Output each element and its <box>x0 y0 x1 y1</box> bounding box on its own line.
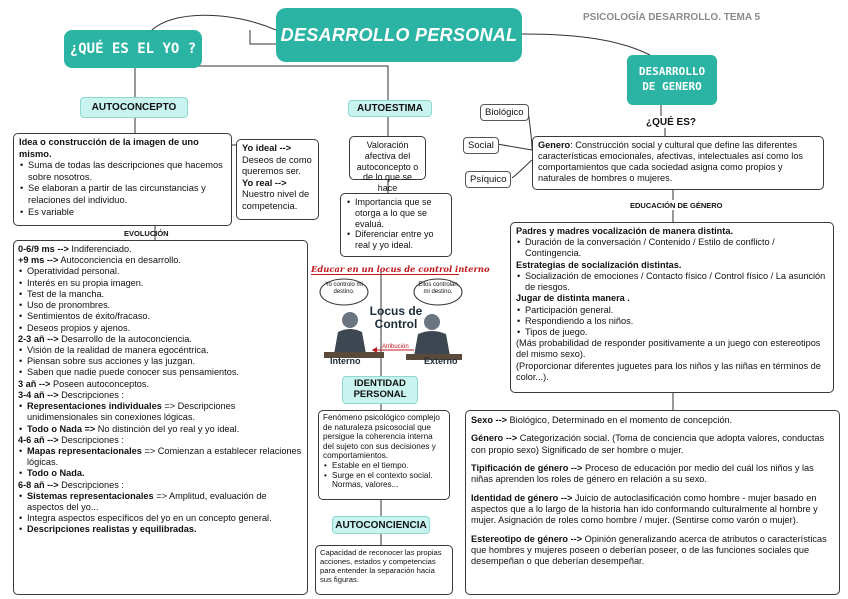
identidad-box <box>318 410 450 500</box>
autoconciencia-label-text: AUTOCONCIENCIA <box>335 519 427 531</box>
list-item <box>516 327 828 338</box>
body-text: Descripciones : <box>58 434 124 445</box>
autoestima-def-box <box>349 136 426 194</box>
strong-text: Todo o Nada. <box>27 468 85 479</box>
autoconcepto-list <box>19 160 226 218</box>
list-item <box>18 278 303 289</box>
body-text: Descripciones : <box>58 389 124 400</box>
corner-title <box>583 12 843 23</box>
strong-text: Sexo --> <box>471 415 507 425</box>
identidad-def: Fenómeno psicológico complejo de naturaleza psicosocial que persigue la coherencia interna del sujeto con sus decisiones y comportamientos. <box>323 413 440 461</box>
list-item: • Surge en el contexto social. Normas, valores... <box>323 471 445 490</box>
bullet-icon: • <box>19 322 23 333</box>
list-item <box>18 524 303 535</box>
person-left-body <box>334 329 366 354</box>
body-text: Saben que nadie puede conocer sus pensamientos. <box>27 367 239 378</box>
bullet-icon: • <box>19 288 23 299</box>
body-text: Autoconciencia en desarrollo. <box>58 255 181 266</box>
strong-text: Tipificación de género --> <box>471 462 583 473</box>
section-heading <box>516 293 828 304</box>
locus-title-line1: Locus de <box>369 304 423 318</box>
autoconcepto-label <box>80 97 188 118</box>
body-text: Operatividad personal. <box>27 266 120 277</box>
bullet-icon: • <box>19 367 23 378</box>
list-item: • Es variable <box>19 207 226 219</box>
autoconcepto-title: Idea o construcción de la imagen de uno mismo. <box>19 137 199 159</box>
bullet-icon: • <box>19 277 23 288</box>
strong-text: Jugar de distinta manera . <box>516 293 630 304</box>
list-item: • Suma de todas las descripciones que hacemos sobre nosotros. <box>19 160 226 183</box>
autoestima-list <box>346 197 446 251</box>
person-right-body <box>414 331 450 356</box>
identidad-label-text: IDENTIDAD PERSONAL <box>353 378 407 400</box>
body-text: Indiferenciado. <box>68 244 132 254</box>
locus-title <box>364 305 428 330</box>
list-item <box>18 311 303 322</box>
strong-text: Género --> <box>471 433 518 444</box>
bullet-icon: • <box>19 344 23 355</box>
section-heading <box>18 334 303 345</box>
list-item <box>516 237 828 259</box>
autoconcepto-label-text: AUTOCONCEPTO <box>91 102 177 113</box>
strong-text: Descripciones realistas y equilibradas. <box>27 524 197 535</box>
list-item <box>516 271 828 293</box>
body-text: Sentimientos de éxito/fracaso. <box>27 311 151 322</box>
body-text: Visión de la realidad de manera egocéntrica. <box>27 344 209 355</box>
list-item <box>18 289 303 300</box>
body-text: Biológico, Determinado en el momento de concepción. <box>507 415 733 425</box>
strong-text: +9 ms --> <box>18 255 59 266</box>
section-heading <box>18 480 303 491</box>
yo-ideal-box <box>236 139 319 220</box>
bullet-icon: • <box>19 311 23 322</box>
main-title-text: DESARROLLO PERSONAL <box>280 24 518 45</box>
autoestima-label <box>348 100 432 117</box>
locus-banner: Educar en un locus de control interno <box>311 264 490 274</box>
body-text: Piensan sobre sus acciones y las juzgan. <box>27 356 196 367</box>
section-heading <box>471 415 834 426</box>
body-text: Interés en su propia imagen. <box>27 277 144 288</box>
body-text: No distinción del yo real y yo ideal. <box>95 423 240 434</box>
genero-def-text: : Construcción social y cultural que define las diferentes características emocionales, afectivas, intelectuales así como los comportamientos que cada sociedad asigna como propios y naturales de hombres o mujeres. <box>538 140 804 184</box>
identidad-label <box>342 376 418 404</box>
evolucion-label: EVOLUCIÓN <box>124 229 169 238</box>
body-text: Test de la mancha. <box>27 288 105 299</box>
yo-real-label: Yo real --> <box>242 177 287 188</box>
bullet-icon: • <box>517 304 521 315</box>
locus-atribucion: Atribución <box>382 344 409 350</box>
section-heading <box>516 260 828 271</box>
list-item: • Diferenciar entre yo real y yo ideal. <box>346 229 446 251</box>
strong-text: Estrategias de socialización distintas. <box>516 259 682 270</box>
list-item <box>18 491 303 513</box>
section-heading <box>471 534 834 568</box>
strong-text: 3 añ --> <box>18 378 51 389</box>
body-text: Tipos de juego. <box>525 326 588 337</box>
list-item <box>18 446 303 468</box>
strong-text: 4-6 añ --> <box>18 434 59 445</box>
body-text: Descripciones : <box>58 479 124 490</box>
yo-title <box>64 30 202 68</box>
body-text: Deseos propios y ajenos. <box>27 322 131 333</box>
note-text <box>516 361 828 383</box>
bullet-icon: • <box>19 266 23 277</box>
list-item <box>18 401 303 423</box>
genero-title-text: DESARROLLO DE GENERO <box>638 65 706 93</box>
body-text: (Más probabilidad de responder positivamente a un juego con estereotipos del mismo sexo). <box>516 338 821 360</box>
bullet-icon: • <box>19 300 23 311</box>
identidad-list <box>323 461 445 490</box>
body-text: Duración de la conversación / Contenido / Estilo de conflicto / Contingencia. <box>525 237 775 259</box>
section-heading <box>471 463 834 486</box>
strong-text: Padres y madres vocalización de manera distinta. <box>516 226 734 236</box>
list-item <box>18 424 303 435</box>
genero-title <box>627 55 717 105</box>
yo-ideal-text: Deseos de como queremos ser. <box>242 154 312 177</box>
body-text: => Comienzan a establecer relaciones lógicas. <box>27 445 302 468</box>
strong-text: 6-8 añ --> <box>18 479 59 490</box>
list-item <box>18 266 303 277</box>
educacion-label: EDUCACIÓN DE GÉNERO <box>630 201 723 210</box>
section-heading <box>18 244 303 255</box>
list-item <box>18 300 303 311</box>
section-heading <box>18 390 303 401</box>
strong-text: Todo o Nada => <box>27 423 96 434</box>
definiciones-box <box>465 410 840 595</box>
body-text: Desarrollo de la autoconciencia. <box>58 333 192 344</box>
body-text: Opinión generalizando acerca de atributos o características que hombres y mujeres poseen o deberían poseer, o de las funciones sociales que desempeñan o que deberían desempeñar. <box>471 533 827 567</box>
bullet-icon: • <box>19 490 23 501</box>
strong-text: Estereotipo de género --> <box>471 533 583 544</box>
bullet-icon: • <box>19 401 23 412</box>
body-text: Juicio de autoclasificación como hombre - mujer basado en aspectos que a lo largo de la historia han ido conformando culturalmente al hombre y mujer. Asignación de roles como hombre / mujer. (Sentirse como varón o mujer). <box>471 492 818 526</box>
bubble-left-text: Yo controlo mi destino. <box>325 282 363 296</box>
list-item: • Importancia que se otorga a lo que se evaluá. <box>346 197 446 229</box>
main-title <box>276 8 522 62</box>
que-es-label: ¿QUÉ ES? <box>646 117 697 128</box>
locus-title-line2: Control <box>374 316 418 331</box>
list-item <box>18 323 303 334</box>
section-heading <box>471 433 834 456</box>
evolucion-box <box>13 240 308 595</box>
section-heading <box>471 493 834 527</box>
locus-externo: Externo <box>424 356 458 366</box>
list-item <box>18 345 303 356</box>
genero-def-strong: Genero <box>538 140 571 150</box>
bullet-icon: • <box>19 524 23 535</box>
autoestima-items-box <box>340 193 452 257</box>
bullet-icon: • <box>19 513 23 524</box>
yo-real-text: Nuestro nivel de competencia. <box>242 189 310 212</box>
body-text: Participación general. <box>525 304 614 315</box>
body-text: Integra aspectos específicos del yo en un concepto general. <box>27 513 272 524</box>
body-text: => Descripciones unidimensionales sin conexiones lógicas. <box>27 401 236 423</box>
body-text: Proceso de educación por medio del cuál los niños y las niñas aprenden los roles de género en relación a su sexo. <box>471 462 814 485</box>
body-text: Socialización de emociones / Contacto físico / Control físico / La asunción de riesgos. <box>525 270 826 293</box>
list-item: • Se elaboran a partir de las circunstancias y relaciones del individuo. <box>19 183 226 206</box>
autoconciencia-label <box>332 516 430 534</box>
list-item <box>18 367 303 378</box>
strong-text: 2-3 añ --> <box>18 333 59 344</box>
note-text <box>516 338 828 360</box>
strong-text: Mapas representacionales <box>27 445 142 456</box>
body-text: Categorización social. (Toma de conciencia que adopta valores, conductas con propio sexo) Significado de ser hombre o mujer. <box>471 433 825 455</box>
strong-text: Identidad de género --> <box>471 492 573 503</box>
strong-text: 3-4 añ --> <box>18 389 59 400</box>
list-item <box>18 468 303 479</box>
section-heading <box>18 255 303 266</box>
autoestima-def: Valoración afectiva del autoconcepto o de lo que se hace <box>356 140 419 194</box>
tag-biologico: Biológico <box>480 104 529 121</box>
tag-psiquico: Psíquico <box>465 171 511 188</box>
bullet-icon: • <box>517 315 521 326</box>
section-heading <box>18 435 303 446</box>
body-text: Respondiendo a los niños. <box>525 315 634 326</box>
autoestima-label-text: AUTOESTIMA <box>357 103 423 114</box>
corner-title-text: PSICOLOGÍA DESARROLLO. TEMA 5 <box>583 12 761 23</box>
list-item <box>18 513 303 524</box>
bullet-icon: • <box>19 445 23 456</box>
strong-text: Sistemas representacionales <box>27 490 154 501</box>
person-left-head <box>342 312 358 328</box>
educacion-box <box>510 222 834 393</box>
bubble-right-text: Ellos controlan mi destino. <box>418 282 458 296</box>
autoconciencia-box <box>315 545 453 595</box>
autoconcepto-box <box>13 133 232 226</box>
tag-social: Social <box>463 137 499 154</box>
list-item: • Estable en el tiempo. <box>323 461 445 471</box>
list-item <box>516 305 828 316</box>
section-heading <box>18 379 303 390</box>
bullet-icon: • <box>19 356 23 367</box>
yo-ideal-label: Yo ideal --> <box>242 143 292 153</box>
autoconciencia-def: Capacidad de reconocer las propias acciones, estados y competencias para entender la separación hacia sus figuras. <box>320 548 442 585</box>
bullet-icon: • <box>517 237 521 248</box>
genero-def-box <box>532 136 824 190</box>
body-text: => Amplitud, evaluación de aspectos del yo... <box>27 490 267 513</box>
list-item <box>18 356 303 367</box>
strong-text: 0-6/9 ms --> <box>18 244 69 254</box>
locus-interno: Interno <box>330 356 361 366</box>
bullet-icon: • <box>517 270 521 281</box>
body-text: Poseen autoconceptos. <box>50 378 150 389</box>
section-heading <box>516 226 828 237</box>
strong-text: Representaciones individuales <box>27 401 162 412</box>
bullet-icon: • <box>517 326 521 337</box>
bullet-icon: • <box>19 423 23 434</box>
bullet-icon: • <box>19 468 23 479</box>
yo-title-text: ¿QUÉ ES EL YO ? <box>69 41 197 57</box>
body-text: (Proporcionar diferentes juguetes para los niños y las niñas en términos de color...). <box>516 360 821 382</box>
body-text: Uso de pronombres. <box>27 300 111 311</box>
list-item <box>516 316 828 327</box>
